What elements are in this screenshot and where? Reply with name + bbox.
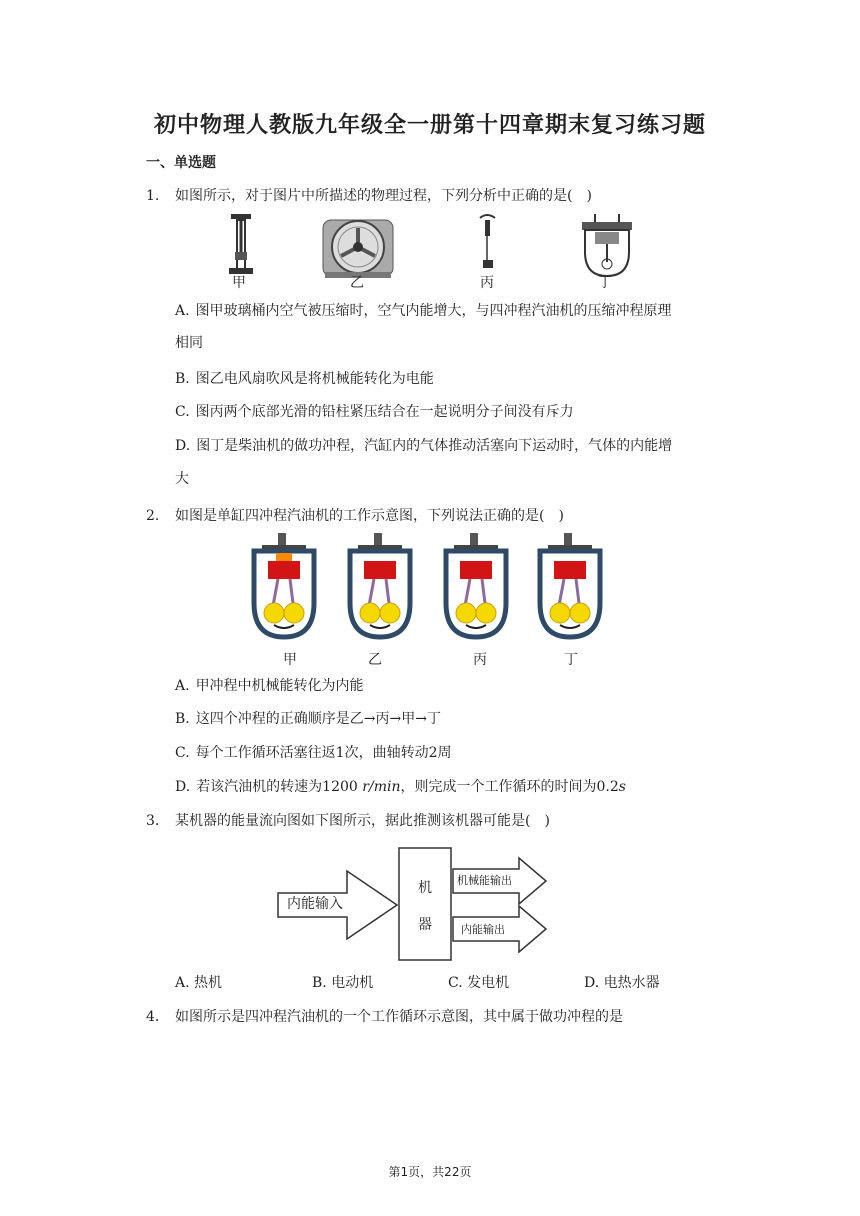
option-c[interactable] (175, 743, 720, 763)
option-label: D. (175, 779, 191, 795)
figure-label-bing: 丙 (480, 275, 494, 291)
electric-fan-image (323, 220, 393, 278)
option-label: C. (175, 745, 190, 761)
option-text: 相同 (175, 335, 203, 351)
engine-bing-image (446, 533, 506, 637)
engine-jia-image (254, 533, 314, 637)
figure-label-bing: 丙 (473, 652, 487, 668)
question-number: 2. (146, 508, 160, 524)
option-a[interactable] (175, 972, 222, 992)
engine-ding-image (540, 533, 600, 637)
option-b[interactable] (312, 972, 373, 992)
question-text: 某机器的能量流向图如下图所示，据此推测该机器可能是( ) (175, 813, 550, 829)
option-label: D. (584, 975, 600, 991)
option-d[interactable] (584, 972, 660, 992)
option-text: ，则完成一个工作循环的时间为0.2 (400, 779, 619, 795)
question-2 (0, 506, 860, 526)
option-c[interactable] (448, 972, 509, 992)
unit-rpm: r/min (362, 779, 401, 795)
question-number: 1. (146, 188, 160, 204)
machine-box (399, 848, 451, 960)
option-label: A. (175, 303, 190, 319)
option-text: 图乙电风扇吹风是将机械能转化为电能 (195, 371, 434, 387)
figure-label-ding: 丁 (564, 652, 578, 668)
option-label: D. (175, 438, 191, 454)
option-label: A. (175, 975, 190, 991)
option-text: 热机 (194, 975, 223, 991)
option-text: 这四个冲程的正确顺序是乙→丙→甲→丁 (195, 711, 441, 727)
option-d[interactable] (175, 436, 720, 456)
output-mechanical-label: 机械能输出 (457, 874, 512, 887)
option-text: 图甲玻璃桶内空气被压缩时，空气内能增大，与四冲程汽油机的压缩冲程原理 (195, 303, 672, 319)
option-text: 每个工作循环活塞往返1次，曲轴转动2周 (195, 745, 452, 761)
option-a-continued (175, 333, 720, 353)
option-label: B. (175, 711, 190, 727)
engine-yi-image (350, 533, 410, 637)
diesel-engine-image (582, 214, 632, 276)
question-1-figure (225, 212, 650, 292)
option-text: 图丙两个底部光滑的铅柱紧压结合在一起说明分子间没有斥力 (195, 404, 574, 420)
input-label: 内能输入 (287, 896, 343, 912)
page-footer: 第1页，共22页 (388, 1165, 472, 1179)
lead-cylinders-image (480, 215, 495, 268)
question-text: 如图是单缸四冲程汽油机的工作示意图，下列说法正确的是( ) (175, 508, 564, 524)
option-text: 大 (175, 471, 189, 487)
option-text: 电动机 (331, 975, 374, 991)
option-label: B. (175, 371, 190, 387)
option-text: 若该汽油机的转速为1200 (196, 779, 363, 795)
question-text: 如图所示，对于图片中所描述的物理过程，下列分析中正确的是( ) (175, 188, 592, 204)
section-heading: 一、单选题 (146, 155, 216, 171)
engine-strokes-figure (250, 533, 620, 651)
output-internal-label: 内能输出 (461, 923, 505, 936)
unit-seconds: s (618, 779, 626, 795)
option-label: C. (175, 404, 190, 420)
option-a[interactable] (175, 301, 720, 321)
question-text: 如图所示是四冲程汽油机的一个工作循环示意图，其中属于做功冲程的是 (175, 1009, 623, 1025)
question-1 (0, 186, 860, 206)
question-number: 3. (146, 813, 160, 829)
option-text: 图丁是柴油机的做功冲程，汽缸内的气体推动活塞向下运动时，气体的内能增 (196, 438, 673, 454)
figure-label-yi: 乙 (350, 275, 364, 291)
option-label: A. (175, 678, 190, 694)
option-a[interactable] (175, 676, 720, 696)
figure-label-jia: 甲 (232, 275, 246, 291)
page-title: 初中物理人教版九年级全一册第十四章期末复习练习题 (153, 112, 706, 138)
option-d[interactable] (175, 777, 720, 797)
fire-syringe-image (229, 214, 253, 274)
option-text: 发电机 (467, 975, 510, 991)
option-c[interactable] (175, 402, 720, 422)
option-b[interactable] (175, 709, 720, 729)
option-text: 甲冲程中机械能转化为内能 (195, 678, 364, 694)
figure-label-jia: 甲 (283, 652, 297, 668)
option-label: C. (448, 975, 463, 991)
option-d-continued (175, 469, 720, 489)
figure-label-yi: 乙 (368, 652, 382, 668)
machine-label-2: 器 (418, 917, 432, 933)
question-4 (0, 1007, 860, 1027)
option-b[interactable] (175, 369, 720, 389)
figure-label-ding: 丁 (598, 275, 612, 291)
machine-label-1: 机 (418, 880, 432, 896)
question-number: 4. (146, 1009, 160, 1025)
option-text: 电热水器 (603, 975, 660, 991)
option-label: B. (312, 975, 327, 991)
question-3 (0, 811, 860, 831)
